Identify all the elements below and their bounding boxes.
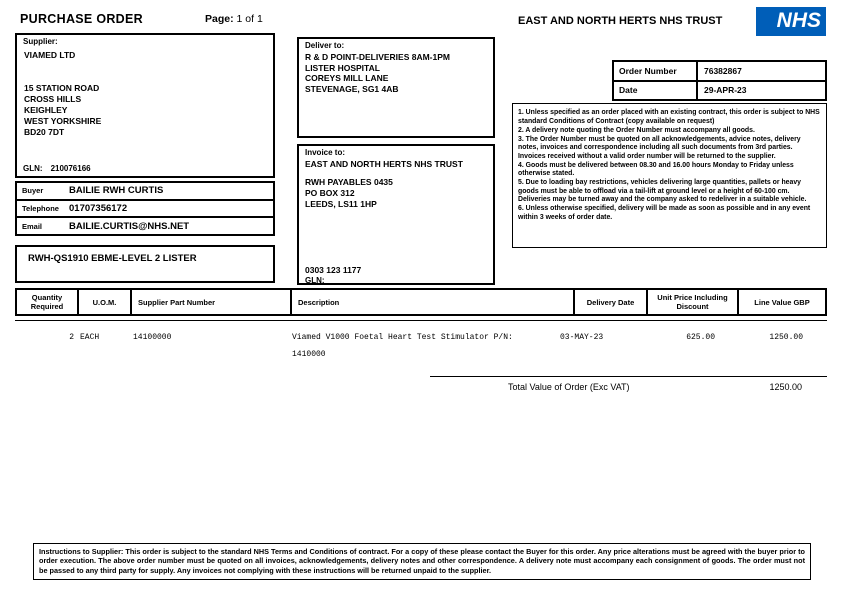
supplier-gln-label: GLN: [23,164,43,173]
header-quantity: Quantity Required [17,290,79,314]
order-date-value: 29-APR-23 [704,85,747,96]
invoice-phone: 0303 123 1177 [305,265,362,275]
supplier-instructions-box [33,543,811,580]
header-description: Description [292,290,575,314]
supplier-name: VIAMED LTD [24,50,76,60]
trust-name: EAST AND NORTH HERTS NHS TRUST [518,15,723,27]
order-number-label: Order Number [614,62,698,80]
deliver-to-box [297,37,495,138]
order-date-label: Date [614,82,698,100]
email-row [17,218,273,234]
page-value: 1 of 1 [236,13,263,25]
page-indicator [205,13,263,25]
telephone-value: 01707356172 [69,203,128,214]
buyer-table [15,181,275,236]
page-label: Page: [205,13,234,25]
item-description-line1: Viamed V1000 Foetal Heart Test Stimulator P/N: [292,333,513,342]
item-unit-price: 625.00 [686,333,715,342]
supplier-label: Supplier: [23,37,58,46]
header-part-number: Supplier Part Number [132,290,292,314]
item-quantity: 2 [69,333,74,342]
header-line-value: Line Value GBP [754,297,810,307]
nhs-logo [756,7,826,36]
supplier-box [15,33,275,178]
reference-box [15,245,275,283]
item-description-line2: 1410000 [292,350,326,359]
item-delivery-date: 03-MAY-23 [560,333,604,342]
order-date-row [614,82,825,100]
email-label: Email [22,221,43,231]
supplier-address: 15 STATION ROAD CROSS HILLS KEIGHLEY WEST YORKSHIRE BD20 7DT [24,83,102,137]
supplier-instructions-text: Instructions to Supplier: This order is subject to the standard NHS Terms and Conditions of contract. For a copy of these please contact the Buyer for this order. Any price alterations must be agreed with the buyer prior to order execution. The above order number must be quoted on all invoices, acknowledgements, delivery notes and other correspondence. A delivery note must accompany each consignment of goods. The order must not be passed to any third party for supply. Any invoices not complying with these instructions will be returned unpaid to the supplier. [39,547,805,575]
deliver-to-label: Deliver to: [305,41,345,50]
reference-text: RWH-QS1910 EBME-LEVEL 2 LISTER [28,253,197,264]
item-part-number: 14100000 [133,333,172,342]
order-number-value: 76382867 [704,65,742,76]
invoice-to-address: RWH PAYABLES 0435 PO BOX 312 LEEDS, LS11 1HP [305,177,393,209]
email-value: BAILIE.CURTIS@NHS.NET [69,220,190,232]
invoice-to-name: EAST AND NORTH HERTS NHS TRUST [305,159,463,169]
terms-conditions: 1. Unless specified as an order placed with an existing contract, this order is subject to NHS standard Conditions of Contract (copy available on request) 2. A delivery note quoting the Order Number must accompany all goods. 3. The Order Number must be quoted on all acknowledgements, advice notes, delivery notes, invoices and correspondence including all such documents from 3rd parties. Invoices received without a valid order number will be returned to the supplier. 4. Goods must be delivered between 08.30 and 16.00 hours Monday to Friday unless otherwise stated. 5. Due to loading bay restrictions, vehicles delivering large quantities, pallets or heavy goods must be able to offload via a tail-lift at ground level or a height of 60-100 cm. Deliveries may be turned away and the company asked to redeliver in a suitable vehicle. 6. Unless otherwise specified, delivery will be made as soon as possible and in any event within 3 weeks of order date. [512,103,827,248]
total-label: Total Value of Order (Exc VAT) [508,382,630,392]
header-separator-line [15,320,827,321]
total-value: 1250.00 [769,382,802,392]
item-uom: EACH [80,333,100,342]
order-number-row [614,62,825,82]
invoice-to-box [297,144,495,285]
deliver-to-address: R & D POINT-DELIVERIES 8AM-1PM LISTER HOSPITAL COREYS MILL LANE STEVENAGE, SG1 4AB [305,52,450,94]
buyer-row [17,183,273,201]
header-uom: U.O.M. [79,290,132,314]
invoice-gln-label: GLN: [305,276,325,285]
supplier-gln [23,164,91,173]
item-line-value: 1250.00 [769,333,803,342]
page-title: PURCHASE ORDER [20,12,143,26]
header-delivery-date: Delivery Date [575,290,648,314]
items-table-header [15,288,827,316]
supplier-gln-value: 210076166 [50,164,91,173]
nhs-logo-text: NHS [776,8,821,32]
header-unit-price: Unit Price Including Discount [648,290,739,314]
invoice-to-label: Invoice to: [305,148,346,157]
buyer-label: Buyer [22,186,44,196]
order-info-table [612,60,827,101]
telephone-label: Telephone [22,204,59,213]
buyer-value: BAILIE RWH CURTIS [69,185,164,197]
total-separator-line [430,376,827,377]
telephone-row [17,201,273,219]
